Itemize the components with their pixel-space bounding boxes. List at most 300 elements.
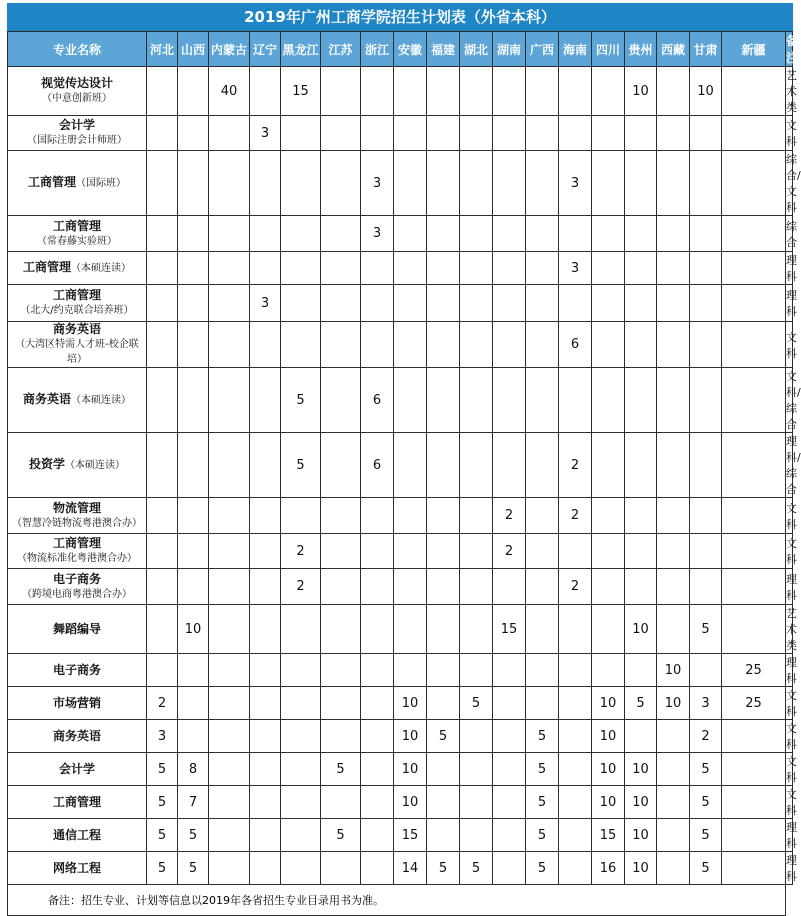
quota-cell [722, 216, 786, 252]
table-row [8, 67, 793, 116]
quota-cell [427, 498, 460, 534]
quota-cell [281, 605, 321, 654]
quota-cell [250, 654, 281, 687]
header-province: 河北 [147, 32, 178, 67]
quota-cell [526, 569, 559, 605]
quota-cell [690, 433, 722, 498]
remark-cell: 文科 [786, 753, 793, 786]
quota-cell [250, 819, 281, 852]
quota-cell [722, 433, 786, 498]
quota-cell [147, 216, 178, 252]
remark-cell: 综合 [786, 216, 793, 252]
quota-cell [250, 433, 281, 498]
major-name: 工商管理 [52, 536, 101, 550]
quota-cell: 5 [147, 786, 178, 819]
quota-cell: 10 [625, 852, 657, 885]
quota-cell: 7 [178, 786, 209, 819]
quota-cell [657, 116, 690, 151]
quota-cell [657, 216, 690, 252]
quota-cell [559, 285, 592, 322]
quota-cell [394, 569, 427, 605]
quota-cell [394, 285, 427, 322]
quota-cell [250, 534, 281, 569]
table-row [8, 116, 793, 151]
quota-cell [460, 498, 493, 534]
quota-cell: 2 [493, 498, 526, 534]
remark-cell: 文科/综合 [786, 368, 793, 433]
quota-cell: 40 [209, 67, 250, 116]
quota-cell [493, 569, 526, 605]
quota-cell [321, 720, 361, 753]
remark-cell: 文科 [786, 116, 793, 151]
quota-cell [394, 368, 427, 433]
quota-cell: 3 [250, 285, 281, 322]
quota-cell [361, 819, 394, 852]
quota-cell [178, 67, 209, 116]
quota-cell [460, 285, 493, 322]
quota-cell [361, 720, 394, 753]
quota-cell: 2 [281, 569, 321, 605]
major-cell [8, 819, 147, 852]
quota-cell [361, 569, 394, 605]
quota-cell [559, 753, 592, 786]
table-row [8, 498, 793, 534]
quota-cell [526, 433, 559, 498]
header-province: 内蒙古 [209, 32, 250, 67]
quota-cell: 6 [361, 433, 394, 498]
quota-cell [361, 687, 394, 720]
quota-cell [690, 322, 722, 368]
major-name: 工商管理 [52, 218, 101, 233]
quota-cell [722, 252, 786, 285]
major-cell [8, 216, 147, 252]
quota-cell [209, 852, 250, 885]
quota-cell: 10 [178, 605, 209, 654]
quota-cell [394, 252, 427, 285]
major-note: （国际班） [76, 178, 126, 189]
quota-cell [209, 368, 250, 433]
quota-cell: 5 [526, 720, 559, 753]
quota-cell [394, 67, 427, 116]
quota-cell: 5 [690, 819, 722, 852]
quota-cell [657, 819, 690, 852]
quota-cell [321, 322, 361, 368]
quota-cell [657, 786, 690, 819]
quota-cell [427, 433, 460, 498]
quota-cell [209, 753, 250, 786]
major-line [8, 696, 146, 711]
quota-cell [526, 534, 559, 569]
major-cell [8, 498, 147, 534]
major-cell [8, 252, 147, 285]
quota-cell [147, 151, 178, 216]
quota-cell [722, 322, 786, 368]
major-cell [8, 687, 147, 720]
major-name: 工商管理 [52, 794, 101, 809]
quota-cell [526, 654, 559, 687]
quota-cell [625, 433, 657, 498]
quota-cell [178, 368, 209, 433]
major-cell [8, 116, 147, 151]
quota-cell: 15 [493, 605, 526, 654]
quota-cell [625, 654, 657, 687]
major-name: 视觉传达设计 [40, 76, 113, 90]
quota-cell [321, 534, 361, 569]
quota-cell [625, 151, 657, 216]
quota-cell [559, 534, 592, 569]
quota-cell [722, 852, 786, 885]
quota-cell [394, 151, 427, 216]
quota-cell [281, 852, 321, 885]
quota-cell [209, 252, 250, 285]
quota-cell [493, 368, 526, 433]
quota-cell [147, 368, 178, 433]
major-line [8, 536, 146, 551]
quota-cell: 15 [394, 819, 427, 852]
quota-cell [592, 322, 625, 368]
quota-cell [559, 786, 592, 819]
major-line [8, 260, 146, 276]
quota-cell [657, 753, 690, 786]
quota-cell [657, 67, 690, 116]
quota-cell [250, 252, 281, 285]
quota-cell [526, 67, 559, 116]
quota-cell [493, 753, 526, 786]
quota-cell: 5 [690, 852, 722, 885]
major-line [8, 828, 146, 843]
quota-cell: 5 [526, 786, 559, 819]
table-row [8, 753, 793, 786]
quota-cell [321, 605, 361, 654]
major-line [8, 663, 146, 678]
quota-cell [281, 687, 321, 720]
major-line [8, 175, 146, 191]
quota-cell: 2 [281, 534, 321, 569]
quota-cell: 3 [559, 151, 592, 216]
major-name: 电子商务 [52, 571, 101, 586]
major-name: 通信工程 [52, 827, 101, 842]
quota-cell [178, 654, 209, 687]
header-province: 山西 [178, 32, 209, 67]
quota-cell [722, 819, 786, 852]
major-name: 市场营销 [52, 695, 101, 710]
quota-cell: 2 [559, 498, 592, 534]
quota-cell: 5 [147, 819, 178, 852]
quota-cell: 2 [559, 569, 592, 605]
quota-cell [493, 285, 526, 322]
quota-cell: 6 [559, 322, 592, 368]
quota-cell: 8 [178, 753, 209, 786]
quota-cell [460, 786, 493, 819]
quota-cell [690, 569, 722, 605]
major-name: 商务英语 [22, 392, 71, 406]
quota-cell [722, 285, 786, 322]
quota-cell [147, 654, 178, 687]
header-province: 辽宁 [250, 32, 281, 67]
quota-cell: 5 [427, 720, 460, 753]
quota-cell [321, 498, 361, 534]
remark-cell: 理科 [786, 654, 793, 687]
quota-cell: 5 [460, 852, 493, 885]
major-name: 商务英语 [52, 322, 101, 336]
quota-cell [460, 151, 493, 216]
quota-cell [178, 322, 209, 368]
quota-cell [427, 654, 460, 687]
quota-cell [361, 534, 394, 569]
quota-cell [657, 720, 690, 753]
quota-cell [460, 433, 493, 498]
quota-cell [321, 368, 361, 433]
quota-cell [281, 151, 321, 216]
quota-cell: 16 [592, 852, 625, 885]
quota-cell [460, 819, 493, 852]
major-subtitle: （中意创新班） [42, 93, 112, 104]
major-cell [8, 753, 147, 786]
header-major: 专业名称 [8, 32, 147, 67]
remark-cell: 文科 [786, 720, 793, 753]
quota-cell [460, 534, 493, 569]
quota-cell [209, 534, 250, 569]
quota-cell [250, 368, 281, 433]
quota-cell [493, 151, 526, 216]
quota-cell [147, 569, 178, 605]
quota-cell [722, 569, 786, 605]
table-row [8, 433, 793, 498]
quota-cell [526, 322, 559, 368]
quota-cell: 2 [493, 534, 526, 569]
quota-cell [250, 67, 281, 116]
quota-cell [493, 819, 526, 852]
quota-cell [559, 819, 592, 852]
header-province: 福建 [427, 32, 460, 67]
quota-cell [281, 720, 321, 753]
quota-cell: 5 [526, 753, 559, 786]
major-note: （本硕连读） [65, 460, 125, 471]
major-line [8, 501, 146, 516]
quota-cell: 5 [147, 852, 178, 885]
quota-cell [427, 605, 460, 654]
quota-cell [147, 433, 178, 498]
quota-cell [559, 687, 592, 720]
quota-cell [209, 654, 250, 687]
quota-cell [722, 534, 786, 569]
plan-table [7, 31, 801, 916]
quota-cell: 5 [178, 819, 209, 852]
quota-cell [592, 534, 625, 569]
quota-cell [460, 67, 493, 116]
quota-cell [281, 322, 321, 368]
quota-cell [361, 852, 394, 885]
quota-cell [361, 322, 394, 368]
quota-cell [209, 116, 250, 151]
quota-cell [722, 116, 786, 151]
quota-cell [493, 654, 526, 687]
quota-cell [460, 216, 493, 252]
quota-cell [321, 216, 361, 252]
quota-cell [657, 534, 690, 569]
quota-cell [722, 720, 786, 753]
quota-cell [493, 720, 526, 753]
quota-cell [209, 322, 250, 368]
quota-cell: 5 [321, 819, 361, 852]
table-row [8, 216, 793, 252]
quota-cell [559, 368, 592, 433]
quota-cell [147, 67, 178, 116]
major-name: 商务英语 [52, 728, 101, 743]
quota-cell [321, 116, 361, 151]
quota-cell [559, 116, 592, 151]
quota-cell: 10 [394, 720, 427, 753]
quota-cell [250, 852, 281, 885]
quota-cell: 5 [526, 852, 559, 885]
quota-cell: 5 [460, 687, 493, 720]
quota-cell [559, 654, 592, 687]
quota-cell [209, 216, 250, 252]
header-province: 广西 [526, 32, 559, 67]
quota-cell [281, 285, 321, 322]
quota-cell [526, 151, 559, 216]
quota-cell: 25 [722, 654, 786, 687]
quota-cell [250, 216, 281, 252]
header-province: 甘肃 [690, 32, 722, 67]
major-line [8, 392, 146, 408]
quota-cell [559, 67, 592, 116]
quota-cell [209, 605, 250, 654]
quota-cell [394, 216, 427, 252]
quota-cell [178, 285, 209, 322]
major-line [8, 729, 146, 744]
major-name: 投资学 [28, 457, 65, 471]
major-name: 会计学 [58, 118, 95, 132]
header-province: 黑龙江 [281, 32, 321, 67]
quota-cell [690, 534, 722, 569]
major-cell [8, 368, 147, 433]
header-province: 湖北 [460, 32, 493, 67]
table-row [8, 151, 793, 216]
quota-cell [526, 285, 559, 322]
header-province: 贵州 [625, 32, 657, 67]
quota-cell [526, 252, 559, 285]
quota-cell [592, 569, 625, 605]
quota-cell [592, 654, 625, 687]
quota-cell [281, 819, 321, 852]
remark-cell: 理科/综合 [786, 433, 793, 498]
quota-cell [178, 252, 209, 285]
quota-cell [625, 116, 657, 151]
table-row [8, 569, 793, 605]
remark-cell: 理科 [786, 285, 793, 322]
major-name: 舞蹈编导 [52, 621, 101, 636]
quota-cell [361, 116, 394, 151]
quota-cell: 5 [690, 786, 722, 819]
quota-cell: 3 [147, 720, 178, 753]
quota-cell: 2 [559, 433, 592, 498]
quota-cell [178, 151, 209, 216]
table-row [8, 687, 793, 720]
quota-cell: 5 [625, 687, 657, 720]
quota-cell [690, 285, 722, 322]
quota-cell [690, 368, 722, 433]
quota-cell [427, 687, 460, 720]
major-note: （本硕连读） [71, 395, 131, 406]
quota-cell [281, 753, 321, 786]
remark-cell: 文科 [786, 498, 793, 534]
quota-cell [625, 322, 657, 368]
quota-cell [147, 534, 178, 569]
table-row [8, 534, 793, 569]
quota-cell: 2 [147, 687, 178, 720]
quota-cell: 5 [321, 753, 361, 786]
quota-cell [394, 322, 427, 368]
quota-cell [657, 322, 690, 368]
major-line [8, 118, 146, 133]
major-line [8, 572, 146, 587]
major-line [8, 76, 146, 91]
quota-cell: 5 [690, 753, 722, 786]
quota-cell [321, 654, 361, 687]
quota-cell [209, 569, 250, 605]
quota-cell [526, 498, 559, 534]
quota-cell: 5 [690, 605, 722, 654]
quota-cell [493, 322, 526, 368]
quota-cell: 10 [592, 786, 625, 819]
enrollment-plan [7, 3, 801, 916]
major-cell [8, 720, 147, 753]
quota-cell [559, 216, 592, 252]
quota-cell [657, 498, 690, 534]
quota-cell [657, 852, 690, 885]
quota-cell [250, 605, 281, 654]
quota-cell [427, 285, 460, 322]
quota-cell [722, 605, 786, 654]
quota-cell [526, 605, 559, 654]
quota-cell [281, 252, 321, 285]
quota-cell: 10 [394, 786, 427, 819]
quota-cell [526, 687, 559, 720]
quota-cell [178, 433, 209, 498]
quota-cell [321, 786, 361, 819]
quota-cell [321, 67, 361, 116]
major-cell [8, 786, 147, 819]
table-row [8, 322, 793, 368]
quota-cell [559, 720, 592, 753]
quota-cell [250, 322, 281, 368]
quota-cell [592, 285, 625, 322]
quota-cell [361, 67, 394, 116]
quota-cell [460, 116, 493, 151]
quota-cell: 5 [281, 433, 321, 498]
quota-cell [250, 786, 281, 819]
header-province: 湖南 [493, 32, 526, 67]
remark-cell: 文科 [786, 322, 793, 368]
quota-cell: 10 [690, 67, 722, 116]
quota-cell [559, 852, 592, 885]
quota-cell [427, 534, 460, 569]
header-row [8, 32, 793, 67]
quota-cell [147, 285, 178, 322]
quota-cell [361, 753, 394, 786]
quota-cell: 14 [394, 852, 427, 885]
quota-cell: 2 [690, 720, 722, 753]
quota-cell [657, 605, 690, 654]
major-line [8, 795, 146, 810]
quota-cell: 5 [526, 819, 559, 852]
header-province: 四川 [592, 32, 625, 67]
quota-cell [209, 786, 250, 819]
quota-cell [460, 654, 493, 687]
quota-cell [427, 151, 460, 216]
remark-cell: 艺术类 [786, 67, 793, 116]
